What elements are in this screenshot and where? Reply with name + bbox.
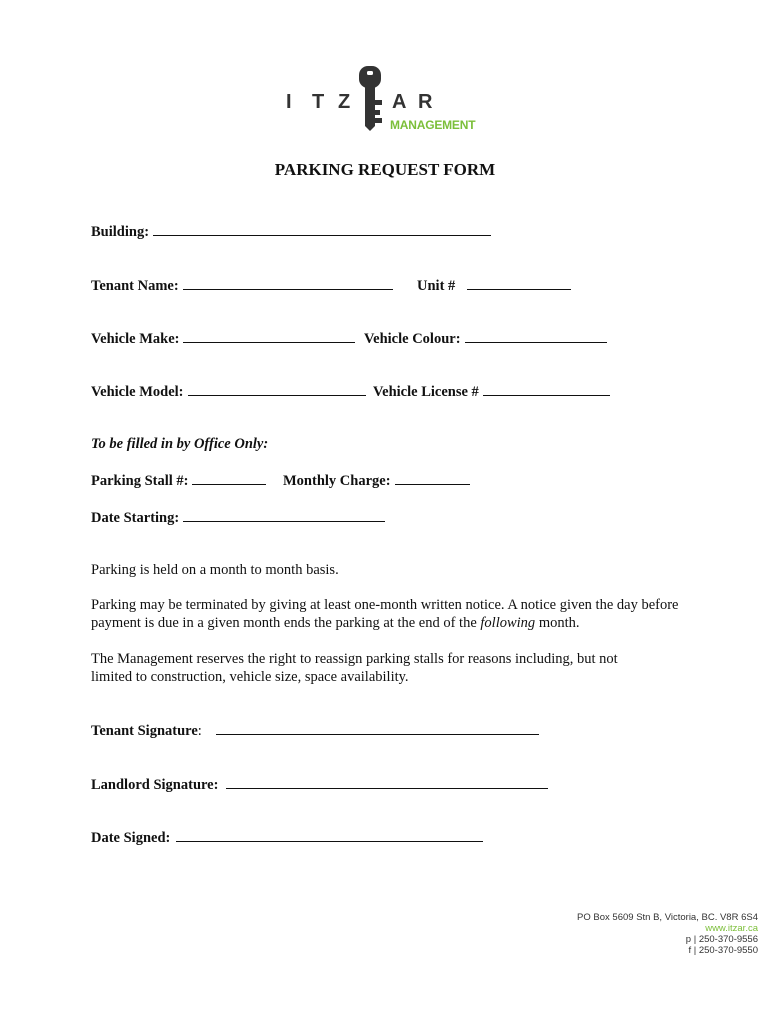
logo-subtitle: MANAGEMENT xyxy=(390,118,476,132)
unit-row xyxy=(417,276,571,295)
logo-letter-t: T xyxy=(312,91,325,113)
vehicle-colour-label: Vehicle Colour: xyxy=(364,331,461,347)
date-signed-label: Date Signed: xyxy=(91,830,171,846)
tenant-signature-line[interactable] xyxy=(216,721,539,735)
paragraph-termination xyxy=(91,596,681,632)
date-starting-input-line[interactable] xyxy=(183,508,385,522)
termination-text-a: Parking may be terminated by giving at least one-month written notice. A notice given the day before payment is due in a given month ends the parking at the end of the xyxy=(91,597,679,631)
tenant-signature-label: Tenant Signature xyxy=(91,723,198,739)
parking-stall-row xyxy=(91,471,266,490)
building-row xyxy=(91,222,491,241)
page-title: PARKING REQUEST FORM xyxy=(274,160,496,179)
footer-address: PO Box 5609 Stn B, Victoria, BC. V8R 6S4 xyxy=(577,912,758,923)
landlord-signature-row xyxy=(91,775,548,794)
monthly-charge-label: Monthly Charge: xyxy=(283,473,391,489)
vehicle-license-label: Vehicle License # xyxy=(373,384,479,400)
footer-contact xyxy=(577,912,758,956)
logo-letter-r: R xyxy=(418,91,433,113)
logo-letter-a: A xyxy=(392,91,407,113)
tenant-signature-row xyxy=(91,721,539,740)
tenant-name-row xyxy=(91,276,393,295)
parking-stall-input-line[interactable] xyxy=(192,471,266,485)
unit-input-line[interactable] xyxy=(467,276,571,290)
monthly-charge-input-line[interactable] xyxy=(395,471,470,485)
paragraph-month-to-month: Parking is held on a month to month basis. xyxy=(91,562,339,578)
vehicle-model-row xyxy=(91,382,366,401)
unit-label: Unit # xyxy=(417,278,456,294)
footer-fax: f | 250-370-9550 xyxy=(688,945,758,956)
logo-letter-i: I xyxy=(286,91,292,113)
termination-emphasis: following xyxy=(480,615,536,631)
key-icon xyxy=(356,64,386,132)
vehicle-colour-input-line[interactable] xyxy=(465,329,607,343)
tenant-name-input-line[interactable] xyxy=(183,276,393,290)
date-starting-label: Date Starting: xyxy=(91,510,180,526)
vehicle-make-row xyxy=(91,329,355,348)
building-input-line[interactable] xyxy=(153,222,491,236)
date-starting-row xyxy=(91,508,385,527)
office-only-heading: To be filled in by Office Only: xyxy=(91,436,269,452)
monthly-charge-row xyxy=(283,471,470,490)
logo-letter-z: Z xyxy=(338,91,351,113)
landlord-signature-line[interactable] xyxy=(226,775,548,789)
vehicle-model-label: Vehicle Model: xyxy=(91,384,184,400)
vehicle-make-label: Vehicle Make: xyxy=(91,331,180,347)
date-signed-line[interactable] xyxy=(176,828,483,842)
vehicle-license-row xyxy=(373,382,610,401)
landlord-signature-label: Landlord Signature: xyxy=(91,777,219,793)
termination-text-b: month. xyxy=(535,615,580,631)
tenant-signature-colon: : xyxy=(197,723,202,739)
footer-website[interactable]: www.itzar.ca xyxy=(705,923,758,934)
vehicle-make-input-line[interactable] xyxy=(183,329,355,343)
building-label: Building: xyxy=(91,224,150,240)
paragraph-reassign: The Management reserves the right to reassign parking stalls for reasons including, but not limited to construction, vehicle size, space availability. xyxy=(91,651,618,685)
vehicle-colour-row xyxy=(364,329,607,348)
vehicle-model-input-line[interactable] xyxy=(188,382,366,396)
date-signed-row xyxy=(91,828,483,847)
vehicle-license-input-line[interactable] xyxy=(483,382,610,396)
footer-phone: p | 250-370-9556 xyxy=(685,934,758,945)
tenant-name-label: Tenant Name: xyxy=(91,278,179,294)
parking-stall-label: Parking Stall #: xyxy=(91,473,189,489)
